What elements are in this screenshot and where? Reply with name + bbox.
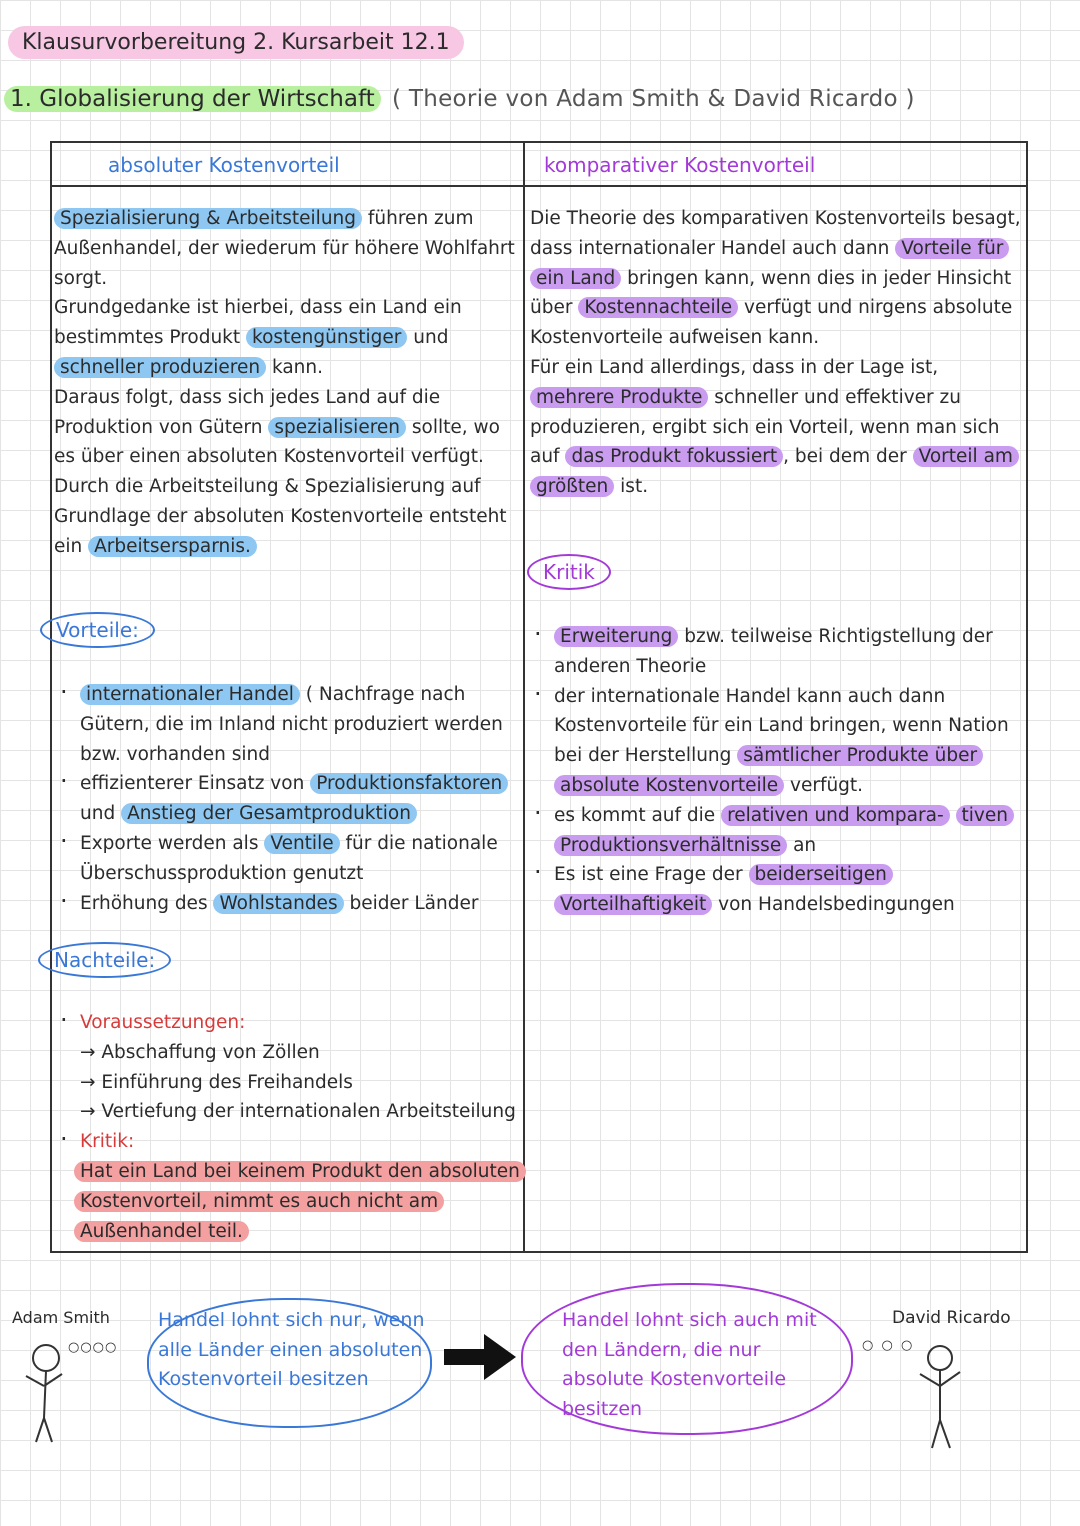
text: beider Länder: [343, 892, 479, 914]
kritik-left-text: Hat ein Land bei keinem Produkt den absoluten Kostenvorteil, nimmt es auch nicht am Außenhandel teil.: [74, 1161, 526, 1242]
list-item: [56, 889, 526, 919]
adam-smith-label: Adam Smith: [12, 1308, 110, 1327]
highlight: Vorteil am größten: [530, 446, 1019, 497]
text: Es ist eine Frage der: [554, 864, 749, 886]
text: bzw. teilweise Richtigstellung der anderen Theorie: [554, 626, 993, 677]
arrow-item: → Einführung des Freihandels: [80, 1071, 353, 1093]
arrow-item: → Vertiefung der internationalen Arbeitsteilung: [80, 1101, 516, 1123]
highlight: sämtlicher Produkte über absolute Kostenvorteile: [554, 745, 983, 796]
list-item: [56, 680, 526, 769]
text: Für ein Land allerdings, dass in der Lage ist,: [530, 356, 939, 378]
text: , bei dem der: [783, 446, 913, 468]
text: der internationale Handel kann auch dann Kostenvorteile für ein Land bringen, wenn Nation bei der Herstellung: [554, 685, 1009, 767]
arrow-right-icon: [444, 1334, 516, 1380]
nachteile-label: Nachteile:: [38, 942, 171, 978]
right-column-text: [530, 204, 1024, 502]
text: effizienterer Einsatz von: [80, 773, 311, 795]
text: Durch die Arbeitsteilung & Spezialisierung auf Grundlage der absoluten Kostenvorteile entsteht ein: [54, 476, 507, 557]
list-item: [56, 1008, 526, 1038]
highlight: das Produkt fokussiert: [565, 446, 783, 467]
text: für die nationale Überschussproduktion genutzt: [80, 832, 498, 884]
nachteile-list: [56, 1008, 526, 1038]
highlight: internationaler Handel: [80, 684, 300, 705]
highlight: Ventile: [264, 833, 339, 854]
list-item: [56, 769, 526, 829]
highlight: beiderseitigen Vorteilhaftigkeit: [554, 864, 893, 915]
highlight: spezialisieren: [268, 417, 406, 438]
highlight: Produktionsfaktoren: [310, 773, 508, 794]
text: Daraus folgt, dass sich jedes Land auf die Produktion von Gütern: [54, 386, 441, 438]
stick-figure-ricardo-icon: [908, 1338, 978, 1454]
list-item: [530, 801, 1024, 861]
text: schneller und effektiver zu produzieren, ergibt sich ein Vorteil, wenn man sich auf: [530, 386, 1000, 468]
thought-dots-right: ○ ○ ○: [862, 1338, 915, 1353]
kritik-left-list: [56, 1127, 526, 1157]
highlight: tiven Produktionsverhältnisse: [554, 805, 1014, 856]
text: bringen kann, wenn dies in jeder Hinsicht über: [530, 267, 1012, 319]
text: Die Theorie des komparativen Kostenvorteils besagt, dass internationaler Handel auch dann: [530, 208, 1021, 259]
left-column-text: [54, 204, 522, 562]
thought-bubble-left-text: Handel lohnt sich nur, wenn alle Länder einen absoluten Kostenvorteil besitzen: [158, 1309, 425, 1390]
text: und: [407, 327, 449, 349]
list-item: [530, 682, 1024, 801]
list-item: [530, 622, 1024, 682]
highlight: Erweiterung: [554, 626, 678, 647]
header-divider: [50, 185, 1028, 187]
list-item: [56, 1127, 526, 1157]
text: ist.: [614, 476, 649, 498]
highlight: Vorteile für ein Land: [530, 238, 1009, 289]
page-title: Klausurvorbereitung 2. Kursarbeit 12.1: [8, 26, 464, 59]
highlight: Spezialisierung & Arbeitsteilung: [54, 208, 362, 229]
text: an: [787, 834, 817, 856]
highlight: schneller produzieren: [54, 357, 266, 378]
arrow-item: → Abschaffung von Zöllen: [80, 1041, 320, 1063]
section-heading: [4, 86, 381, 112]
kritik-left-text-wrap: [56, 1157, 526, 1246]
text: kann.: [266, 356, 323, 378]
kritik-right-list: [530, 622, 1024, 920]
list-item: [530, 860, 1024, 920]
text: es kommt auf die: [554, 804, 722, 826]
highlight: relativen und kompara-: [721, 805, 950, 826]
text: Exporte werden als: [80, 832, 265, 854]
highlight: Arbeitsersparnis.: [88, 536, 257, 557]
left-column-header: absoluter Kostenvorteil: [108, 153, 340, 177]
vorteile-label: Vorteile:: [40, 612, 155, 648]
text: führen zum Außenhandel, der wiederum für höhere Wohlfahrt sorgt.: [54, 208, 515, 289]
section-heading-text: 1. Globalisierung der Wirtschaft: [4, 86, 381, 112]
highlight: Wohlstandes: [213, 893, 343, 914]
text: ( Nachfrage nach Gütern, die im Inland nicht produziert werden bzw. vorhanden sind: [80, 684, 503, 765]
text: Grundgedanke ist hierbei, dass ein Land ein bestimmtes Produkt: [54, 297, 462, 349]
highlight: mehrere Produkte: [530, 387, 708, 408]
text: und: [80, 803, 122, 825]
highlight: kostengünstiger: [246, 327, 407, 348]
kritik-right-label: Kritik: [527, 554, 611, 590]
nachteile-block: [56, 1008, 526, 1246]
text: sollte, wo es über einen absoluten Kostenvorteil verfügt.: [54, 416, 500, 468]
thought-bubble-right-text: Handel lohnt sich auch mit den Ländern, die nur absolute Kostenvorteile besitzen: [562, 1309, 817, 1420]
list-item: [56, 829, 526, 889]
text: verfügt und nirgens absolute Kostenvorteile aufweisen kann.: [530, 297, 1013, 349]
vorteile-list: [56, 680, 526, 918]
text: von Handelsbedingungen: [712, 894, 955, 916]
highlight: Anstieg der Gesamtproduktion: [121, 803, 417, 824]
david-ricardo-label: David Ricardo: [892, 1308, 1011, 1328]
text: Erhöhung des: [80, 892, 214, 914]
text: verfügt.: [784, 774, 864, 796]
right-column-header: komparativer Kostenvorteil: [544, 153, 816, 177]
section-subtitle: ( Theorie von Adam Smith & David Ricardo ): [392, 86, 915, 112]
kritik-left-label: Kritik:: [80, 1131, 135, 1153]
thought-dots-left: ○○○○: [68, 1340, 118, 1355]
highlight: Kostennachteile: [578, 297, 738, 318]
voraussetzungen-label: Voraussetzungen:: [80, 1012, 246, 1033]
